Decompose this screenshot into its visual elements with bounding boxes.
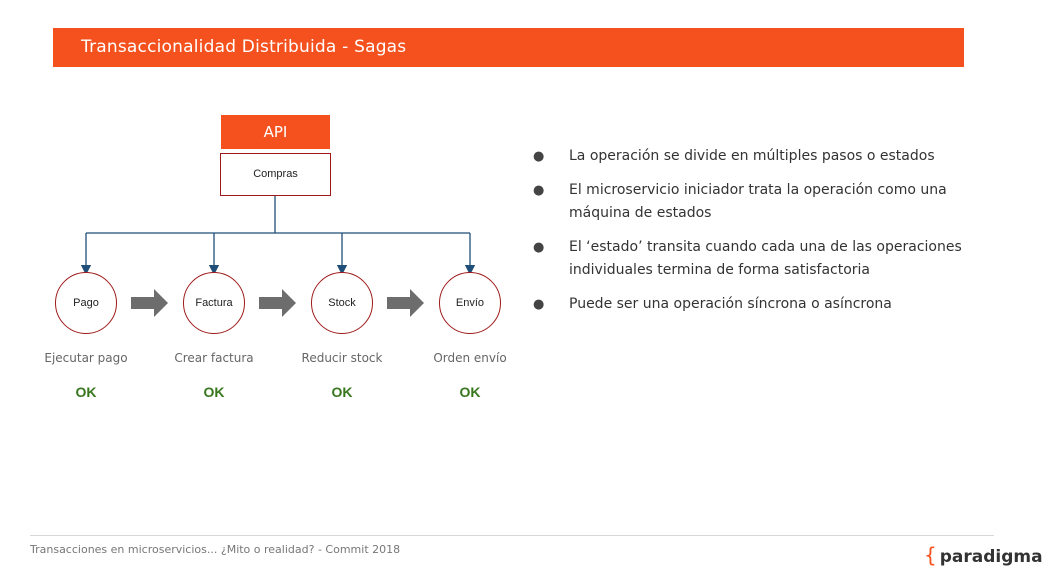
bullet-dot-icon: ● <box>533 297 545 312</box>
step-action-envio: Orden envío <box>433 351 507 365</box>
bullet-text: El microservicio iniciador trata la operación como una máquina de estados <box>569 182 947 221</box>
bullet-list <box>533 145 973 327</box>
bullet-dot-icon: ● <box>533 240 545 255</box>
flow-arrow-pago-factura <box>131 289 168 317</box>
footer-text: Transacciones en microservicios... ¿Mito o realidad? - Commit 2018 <box>30 543 401 556</box>
step-action-stock: Reducir stock <box>301 351 383 365</box>
step-status-envio: OK <box>459 384 481 400</box>
node-factura-label: Factura <box>195 297 233 309</box>
node-pago <box>55 272 117 334</box>
node-pago-label: Pago <box>73 297 99 309</box>
flow-arrow-factura-stock <box>259 289 296 317</box>
node-envio-label: Envío <box>455 297 485 309</box>
footer-divider <box>30 535 994 536</box>
bullet-item <box>533 293 973 316</box>
bullet-item <box>533 236 973 282</box>
paradigma-logo <box>924 543 1043 567</box>
step-status-pago: OK <box>75 384 97 400</box>
bullet-item <box>533 179 973 225</box>
bullet-item <box>533 145 973 168</box>
node-factura <box>183 272 245 334</box>
step-action-pago: Ejecutar pago <box>44 351 128 365</box>
compras-service-box: Compras <box>220 153 331 196</box>
bullet-text: Puede ser una operación síncrona o asíncrona <box>569 296 892 312</box>
step-status-stock: OK <box>331 384 353 400</box>
node-stock <box>311 272 373 334</box>
bullet-dot-icon: ● <box>533 183 545 198</box>
bullet-text: El ‘estado’ transita cuando cada una de las operaciones individuales termina de forma satisfactoria <box>569 239 962 278</box>
bullet-text: La operación se divide en múltiples pasos o estados <box>569 148 935 164</box>
bullet-dot-icon: ● <box>533 149 545 164</box>
step-status-factura: OK <box>203 384 225 400</box>
logo-text: paradigma <box>939 547 1043 567</box>
node-stock-label: Stock <box>328 297 356 309</box>
node-envio <box>439 272 501 334</box>
step-action-factura: Crear factura <box>174 351 254 365</box>
api-box: API <box>221 115 330 149</box>
logo-brace-icon: { <box>924 543 937 567</box>
page-title: Transaccionalidad Distribuida - Sagas <box>81 37 407 57</box>
flow-arrow-stock-envio <box>387 289 424 317</box>
